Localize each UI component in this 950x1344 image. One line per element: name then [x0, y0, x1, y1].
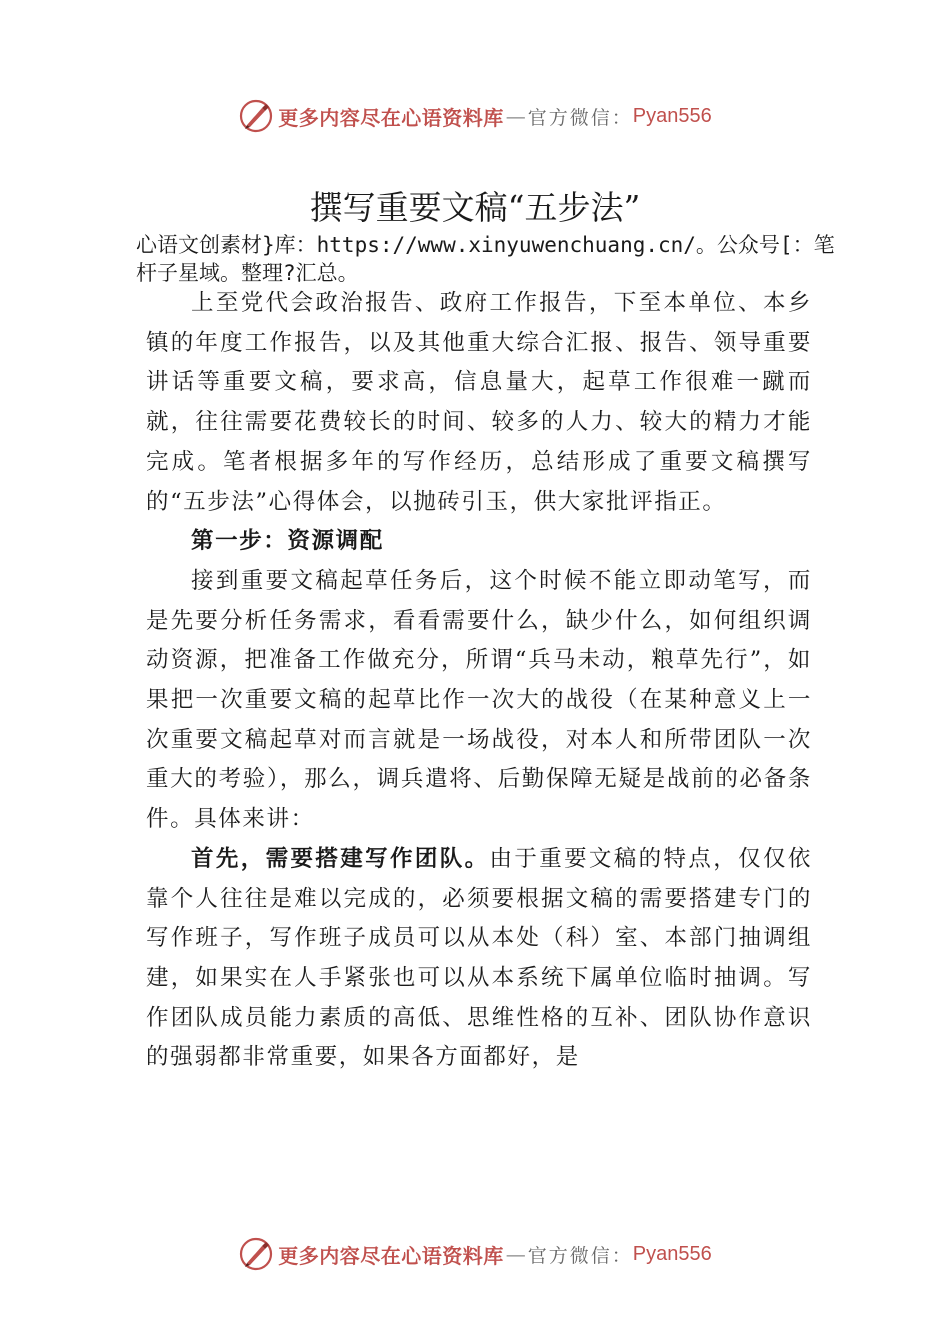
banner-wechat-id: Pyan556: [632, 1242, 712, 1265]
first-body: 由于重要文稿的特点，仅仅依靠个人往往是难以完成的，必须要根据文稿的需要搭建专门的写作班子，写作班子成员可以从本处（科）室、本部门抽调组建，如果实在人手紧张也可以从本系统下属单位临时抽调。写作团队成员能力素质的高低、思维性格的互补、团队协作意识的强弱都非常重要，如果各方面都好，是: [146, 845, 812, 1071]
first-lead: 首先，需要搭建写作团队。: [191, 845, 490, 872]
pen-logo-icon: [238, 98, 274, 134]
footer-banner: [0, 1232, 950, 1276]
document-title: 撰写重要文稿“五步法”: [309, 188, 641, 227]
step1-heading: 第一步：资源调配: [191, 528, 384, 555]
banner-wechat-id: Pyan556: [632, 104, 712, 127]
document-body: [146, 284, 812, 1078]
header-banner: [0, 94, 950, 138]
banner-dash: —: [505, 104, 526, 128]
banner-wechat-label: 官方微信：: [527, 1244, 633, 1267]
intro-paragraph: 上至党代会政治报告、政府工作报告，下至本单位、本乡镇的年度工作报告，以及其他重大综合汇报、报告、领导重要讲话等重要文稿，要求高，信息量大，起草工作很难一蹴而就，往往需要花费较长的时间、较多的人力、较大的精力才能完成。笔者根据多年的写作经历，总结形成了重要文稿撰写的“五步法”心得体会，以抛砖引玉，供大家批评指正。: [146, 290, 812, 515]
banner-brand: 更多内容尽在心语资料库: [278, 105, 504, 130]
banner-wechat-label: 官方微信：: [527, 106, 633, 129]
banner-brand: 更多内容尽在心语资料库: [278, 1243, 504, 1268]
pen-logo-icon: [238, 1236, 274, 1272]
first-paragraph: [146, 840, 812, 1078]
source-line: 心语文创素材}库：https://www.xinyuwenchuang.cn/。公众号[：笔杆子星域。整理?汇总。: [136, 233, 835, 285]
banner-dash: —: [505, 1242, 526, 1266]
step1-paragraph: 接到重要文稿起草任务后，这个时候不能立即动笔写，而是先要分析任务需求，看看需要什么，缺少什么，如何组织调动资源，把准备工作做充分，所谓“兵马未动，粮草先行”，如果把一次重要文稿的起草比作一次大的战役（在某种意义上一次重要文稿起草对而言就是一场战役，对本人和所带团队一次重大的考验），那么，调兵遣将、后勤保障无疑是战前的必备条件。具体来讲：: [146, 567, 812, 833]
